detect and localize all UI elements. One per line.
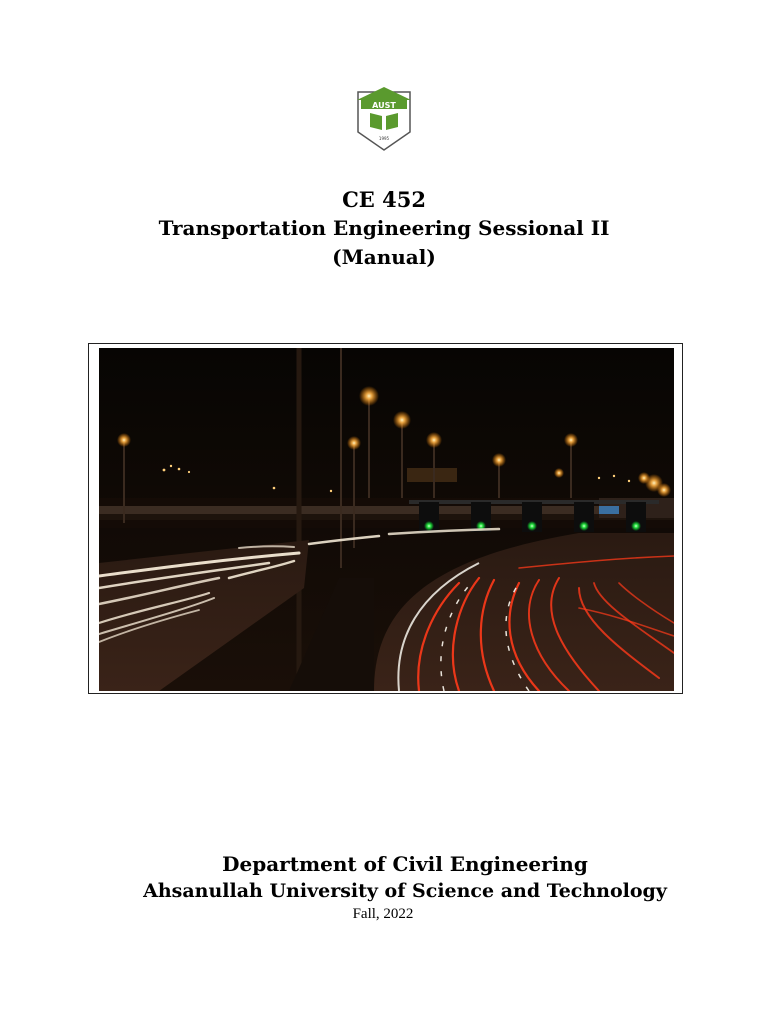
night-highway-photo	[99, 348, 674, 691]
logo-text: AUST	[372, 101, 396, 110]
course-title: Transportation Engineering Sessional II	[158, 216, 610, 240]
cover-title-block	[0, 186, 768, 272]
university-logo	[355, 86, 413, 152]
logo-year: 1995	[378, 136, 390, 141]
document-type: (Manual)	[332, 245, 436, 269]
course-code: CE 452	[342, 187, 426, 212]
cover-photo-frame	[88, 343, 683, 694]
academic-term: Fall, 2022	[352, 906, 414, 922]
department-name: Department of Civil Engineering	[222, 852, 588, 876]
university-name: Ahsanullah University of Science and Technology	[143, 880, 667, 902]
